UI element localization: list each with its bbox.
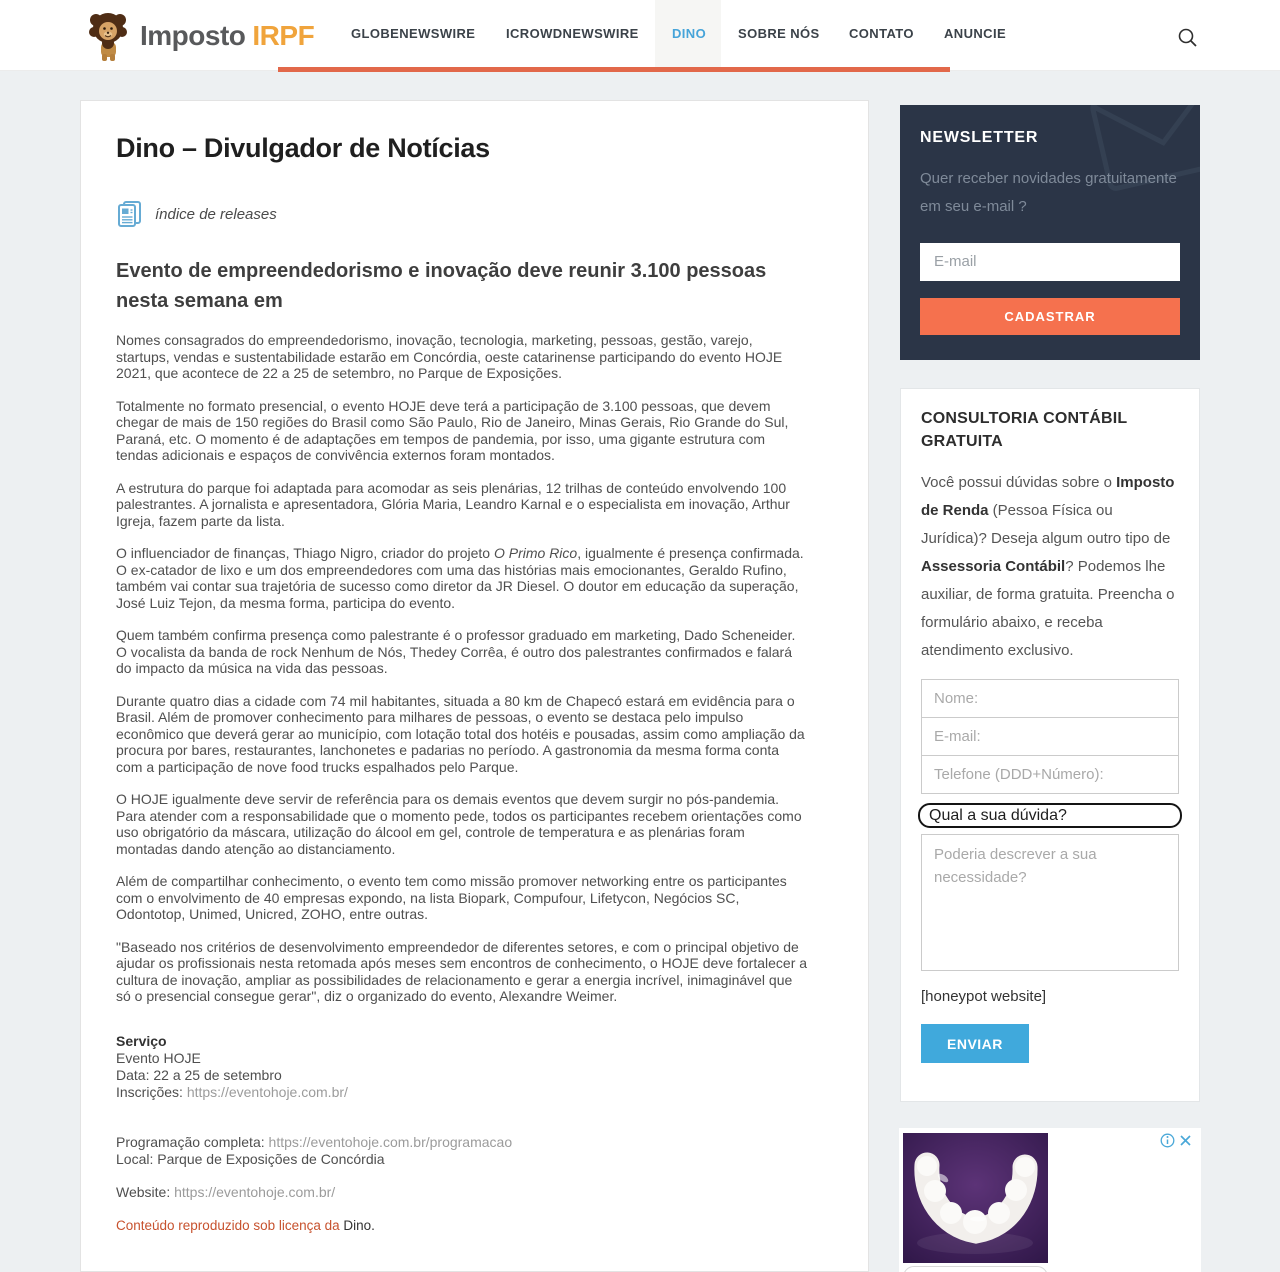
service-info-block bbox=[116, 1033, 808, 1201]
nav-item-icrowdnewswire[interactable]: ICROWDNEWSWIRE bbox=[506, 26, 639, 41]
service-event-name: Evento HOJE bbox=[116, 1049, 201, 1066]
consulting-submit-button[interactable]: ENVIAR bbox=[921, 1024, 1029, 1063]
email-field[interactable] bbox=[921, 717, 1179, 756]
article-paragraph: A estrutura do parque foi adaptada para acomodar as seis plenárias, 12 trilhas de conteúdo envolvendo 100 palestrantes. A jornalista e apresentadora, Glória Maria, Leandro Karnal e o especialista em inovação, Arthur Igreja, fazem parte da lista. bbox=[116, 479, 790, 529]
index-of-releases-label: índice de releases bbox=[155, 205, 277, 223]
inscriptions-label: Inscrições: bbox=[116, 1083, 187, 1100]
consulting-intro bbox=[921, 469, 1179, 665]
article-paragraph: Quem também confirma presença como palestrante é o professor graduado em marketing, Dado Scheneider. O vocalista da banda de rock Nenhum de Nós, Thedey Corrêa, é outro dos palestrantes confirmados e falará do impacto da música na vida das pessoas. bbox=[116, 627, 796, 676]
ad-button-partial[interactable] bbox=[903, 1266, 1048, 1272]
article-paragraph: Totalmente no formato presencial, o evento HOJE deve terá a participação de 3.100 pessoas, que devem chegar de mais de 150 regiões do Brasil como São Paulo, Rio de Janeiro, Minas Gerais, Rio Grande do Sul, Paraná, etc. O momento é de adaptações em tempos de pandemia, por isso, uma gigante estrutura com tendas adicionais e espaços de convivência externos foram montados. bbox=[116, 397, 789, 463]
consulting-title: CONSULTORIA CONTÁBIL GRATUITA bbox=[921, 410, 1128, 451]
service-inscriptions-line bbox=[116, 1084, 808, 1101]
name-field[interactable] bbox=[921, 679, 1179, 718]
program-url-link[interactable]: https://eventohoje.com.br/programacao bbox=[268, 1133, 513, 1150]
license-text: Conteúdo reproduzido sob licença da bbox=[116, 1217, 344, 1233]
ad-dentures-image bbox=[903, 1133, 1048, 1263]
newsletter-subtitle: Quer receber novidades gratuitamente em seu e-mail ? bbox=[920, 170, 1177, 215]
program-label: Programação completa: bbox=[116, 1133, 269, 1150]
question-select[interactable]: Qual a sua dúvida? bbox=[918, 803, 1182, 828]
honeypot-label: [honeypot website] bbox=[921, 988, 1047, 1006]
logo-text-secondary: IRPF bbox=[252, 20, 315, 51]
article-card bbox=[80, 100, 869, 1272]
service-date: Data: 22 a 25 de setembro bbox=[116, 1066, 282, 1083]
nav-item-globenewswire[interactable]: GLOBENEWSWIRE bbox=[351, 26, 476, 41]
newsletter-email-input[interactable] bbox=[920, 243, 1180, 281]
newsletter-title: NEWSLETTER bbox=[920, 129, 1039, 146]
license-source-link[interactable]: Dino. bbox=[343, 1217, 375, 1233]
intro-text: ? Podemos lhe auxiliar, de forma gratuita. Preencha o formulário abaixo, e receba atendimento exclusivo. bbox=[921, 558, 1175, 660]
intro-text: Você possui dúvidas sobre o bbox=[921, 474, 1117, 492]
page-title: Dino – Divulgador de Notícias bbox=[116, 133, 490, 163]
article-paragraph: Além de compartilhar conhecimento, o evento tem como missão promover networking entre os participantes com o envolvimento de 40 empresas expondo, na lista Biopark, Compufour, Lifetycon, Negócios SC, Odontotop, Unimed, Unicred, ZOHO, entre outras. bbox=[116, 873, 787, 922]
article-paragraph: Durante quatro dias a cidade com 74 mil habitantes, situada a 80 km de Chapecó estará em evidência para o Brasil. Além de promover conhecimento para milhares de pessoas, o evento se destaca pelo impulso econômico que deverá gerar ao município, com lotação total dos hotéis e pousadas, assim como ampliação da procura por bares, restaurantes, lanchonetes e padarias no período. A gastronomia da mesma forma conta com a participação de nove food trucks espalhados pelo Parque. bbox=[116, 692, 805, 775]
inscriptions-url-link[interactable]: https://eventohoje.com.br/ bbox=[186, 1083, 348, 1100]
message-textarea[interactable] bbox=[921, 834, 1179, 971]
index-of-releases-link[interactable] bbox=[116, 200, 808, 228]
article-headline: Evento de empreendedorismo e inovação deve reunir 3.100 pessoas nesta semana em bbox=[116, 260, 767, 312]
article-paragraph: O HOJE igualmente deve servir de referência para os demais eventos que devem surgir no pós-pandemia. Para atender com a responsabilidade que o momento pede, todos os participantes recebem orientações como uso obrigatório da máscara, utilização do álcool em gel, controle de temperatura e as plenárias foram montadas dando atenção ao distanciamento. bbox=[116, 791, 802, 857]
consulting-widget bbox=[900, 388, 1200, 1102]
service-program-line bbox=[116, 1134, 808, 1151]
phone-field[interactable] bbox=[921, 755, 1179, 794]
ad-info-icon[interactable] bbox=[1160, 1133, 1175, 1148]
newsletter-submit-button[interactable]: CADASTRAR bbox=[920, 298, 1180, 335]
nav-item-contato[interactable]: CONTATO bbox=[849, 26, 914, 41]
paragraph-text: , igualmente é presença confirmada. O ex-catador de lixo e um dos empreendedores com uma das histórias mais emocionantes, Geraldo Rufino, também vai contar sua trajetória de sucesso como diretor da JR Diesel. O doutor em educação da superação, José Luiz Tejon, da mesma forma, participa do evento. bbox=[116, 545, 804, 611]
article-paragraph bbox=[116, 545, 808, 611]
website-label: Website: bbox=[116, 1183, 175, 1200]
nav-underline bbox=[278, 67, 950, 72]
newsletter-widget bbox=[900, 105, 1200, 360]
nav-item-sobre-nos[interactable]: SOBRE NÓS bbox=[738, 26, 820, 41]
nav-item-dino[interactable]: DINO bbox=[672, 26, 707, 41]
intro-bold-imposto: Imposto de Renda bbox=[921, 474, 1175, 520]
site-header bbox=[0, 0, 1280, 71]
article-paragraph: "Baseado nos critérios de desenvolvimento empreendedor de diferentes setores, e com o principal objetivo de ajudar os profissionais nesta retomada após meses sem encontros de conhecimento, o HOJE deve fortalecer a cultura de inovação, ampliar as possibilidades de relacionamento e gerar a energia incrível, inimaginável que só o presencial consegue gerar", diz o organizado do evento, Alexandre Weimer. bbox=[116, 938, 808, 1004]
lion-mascot-icon bbox=[86, 10, 132, 62]
service-website-line bbox=[116, 1184, 808, 1201]
site-logo[interactable] bbox=[86, 10, 314, 62]
article-paragraph: Nomes consagrados do empreendedorismo, inovação, tecnologia, marketing, pessoas, gestão, varejo, startups, vendas e sustentabilidade estarão em Concórdia, oeste catarinense participando do evento HOJE 2021, que acontece de 22 a 25 de setembro, no Parque de Exposições. bbox=[116, 332, 783, 381]
search-icon[interactable] bbox=[1176, 26, 1200, 50]
paragraph-text: O influenciador de finanças, Thiago Nigro, criador do projeto bbox=[116, 545, 494, 561]
nav-item-anuncie[interactable]: ANUNCIE bbox=[944, 26, 1007, 41]
license-notice bbox=[116, 1218, 808, 1233]
intro-bold-assessoria: Assessoria Contábil bbox=[921, 558, 1066, 576]
ad-banner[interactable] bbox=[899, 1128, 1201, 1272]
service-heading: Serviço bbox=[116, 1032, 167, 1049]
service-location: Local: Parque de Exposições de Concórdia bbox=[116, 1150, 385, 1167]
ad-close-icon[interactable] bbox=[1178, 1133, 1193, 1148]
italic-project-name: O Primo Rico bbox=[493, 545, 578, 561]
releases-icon bbox=[116, 200, 143, 228]
logo-text-primary: Imposto bbox=[140, 20, 246, 51]
intro-text: (Pessoa Física ou Jurídica)? Deseja algum outro tipo de bbox=[921, 502, 1171, 548]
website-url-link[interactable]: https://eventohoje.com.br/ bbox=[174, 1183, 336, 1200]
